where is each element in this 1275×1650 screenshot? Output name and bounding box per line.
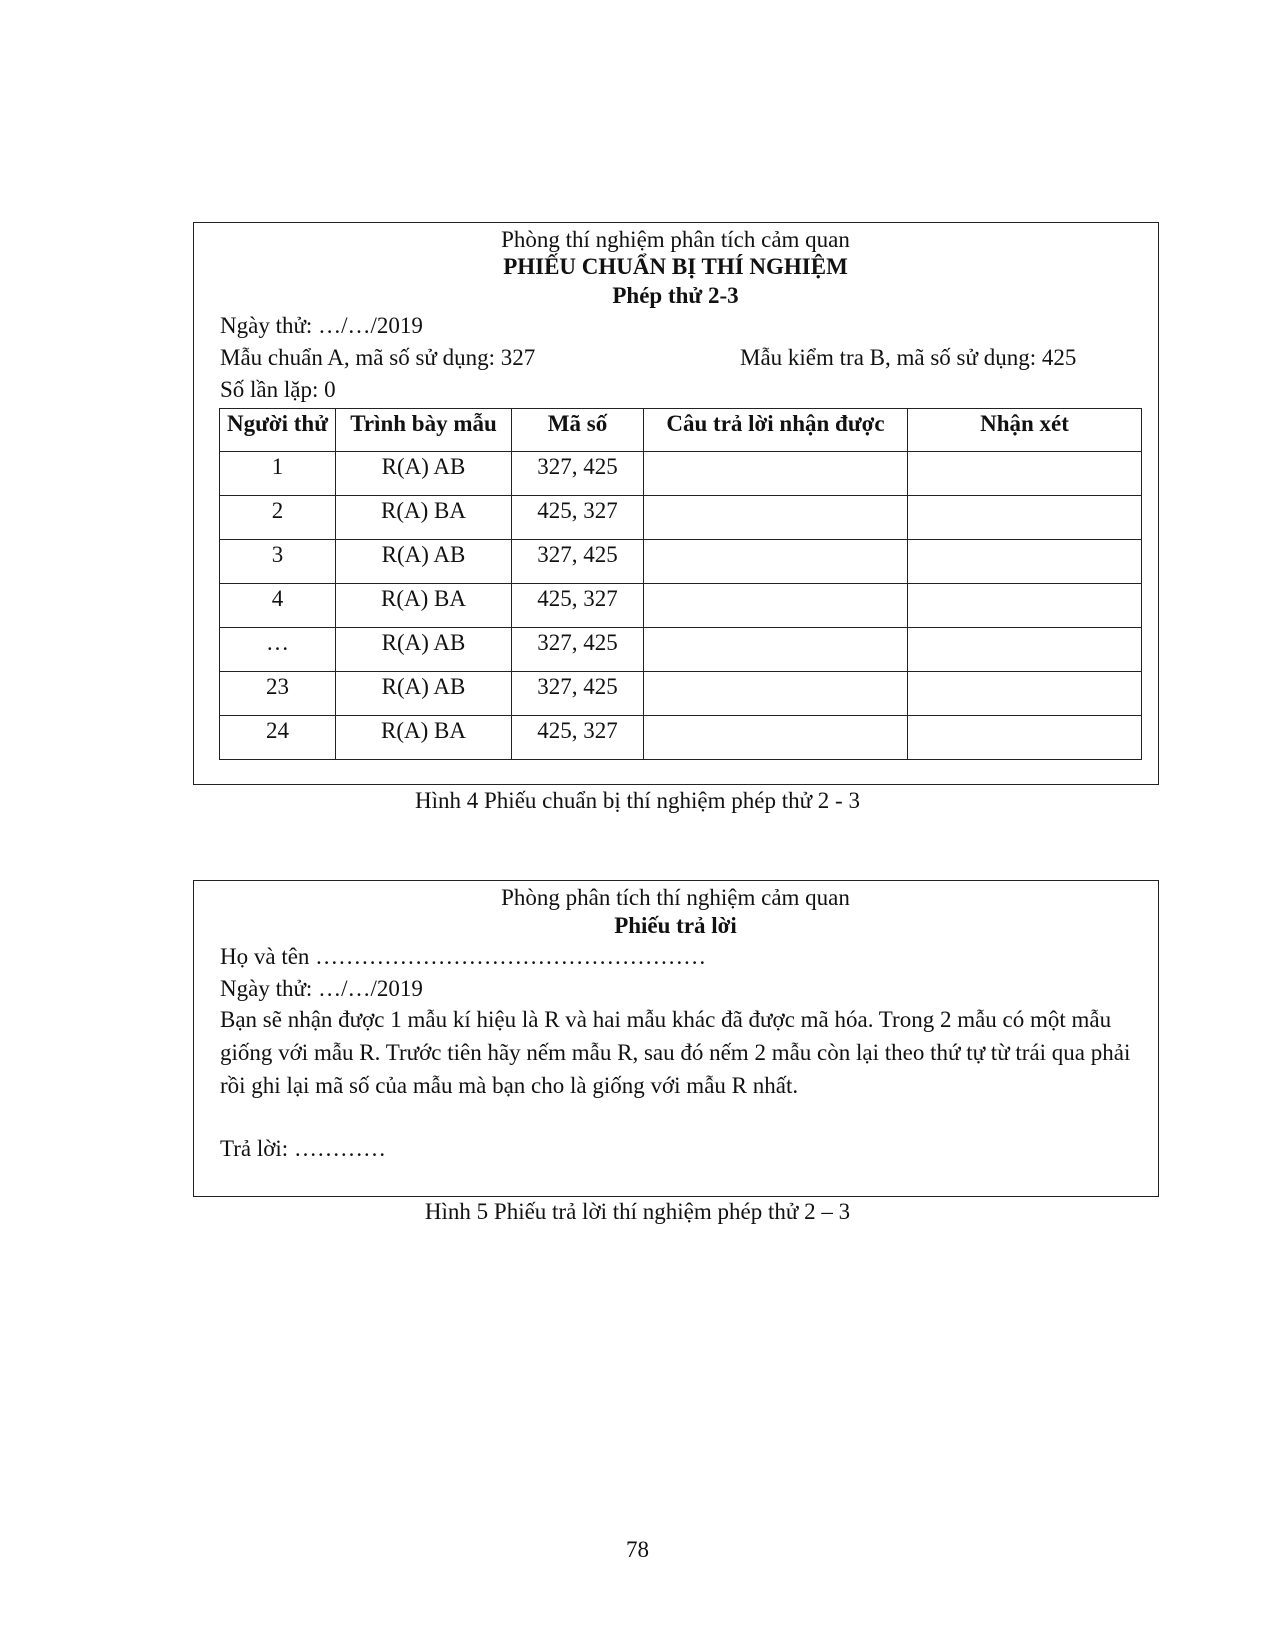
answer-field[interactable]: Trả lời: ………… — [220, 1136, 386, 1161]
form1-lab-name: Phòng thí nghiệm phân tích cảm quan — [501, 227, 850, 252]
form2-test-date: Ngày thử: …/…/2019 — [220, 976, 423, 1001]
page-number: 78 — [626, 1537, 649, 1562]
cell-remark[interactable] — [908, 452, 1142, 496]
cell-response[interactable] — [644, 496, 908, 540]
instructions-paragraph: Bạn sẽ nhận được 1 mẫu kí hiệu là R và hai mẫu khác đã được mã hóa. Trong 2 mẫu có một mẫu giống với mẫu R. Trước tiên hãy nếm mẫu R, sau đó nếm 2 mẫu còn lại theo thứ tự từ trái qua phải rồi ghi lại mã số của mẫu mà bạn cho là giống với mẫu R nhất. — [220, 1007, 1131, 1098]
form1-title: PHIẾU CHUẨN BỊ THÍ NGHIỆM — [503, 254, 848, 279]
cell-remark[interactable] — [908, 672, 1142, 716]
cell-presentation: R(A) AB — [336, 540, 512, 584]
cell-presentation: R(A) BA — [336, 716, 512, 760]
cell-remark[interactable] — [908, 628, 1142, 672]
cell-response[interactable] — [644, 672, 908, 716]
cell-code: 425, 327 — [512, 584, 644, 628]
answer-form — [193, 880, 1159, 1197]
cell-remark[interactable] — [908, 716, 1142, 760]
col-header-presentation: Trình bày mẫu — [336, 409, 512, 452]
cell-presentation: R(A) BA — [336, 584, 512, 628]
cell-taster: 1 — [220, 452, 336, 496]
table-row — [220, 452, 1142, 496]
cell-code: 425, 327 — [512, 716, 644, 760]
form2-lab-name: Phòng phân tích thí nghiệm cảm quan — [501, 885, 850, 910]
table-row — [220, 584, 1142, 628]
cell-response[interactable] — [644, 628, 908, 672]
preparation-table — [219, 408, 1142, 760]
repetition-count: Số lần lặp: 0 — [220, 377, 336, 402]
cell-remark[interactable] — [908, 584, 1142, 628]
col-header-remark: Nhận xét — [908, 409, 1142, 452]
table-row — [220, 672, 1142, 716]
table-row — [220, 496, 1142, 540]
col-header-response: Câu trả lời nhận được — [644, 409, 908, 452]
preparation-form — [193, 222, 1159, 785]
table-header-row — [220, 409, 1142, 452]
cell-remark[interactable] — [908, 540, 1142, 584]
cell-presentation: R(A) AB — [336, 672, 512, 716]
name-field[interactable]: Họ và tên …………………………………………… — [220, 944, 707, 969]
reference-sample-code: Mẫu chuẩn A, mã số sử dụng: 327 — [220, 345, 536, 370]
cell-code: 327, 425 — [512, 452, 644, 496]
col-header-code: Mã số — [512, 409, 644, 452]
cell-response[interactable] — [644, 716, 908, 760]
cell-remark[interactable] — [908, 496, 1142, 540]
cell-taster: 2 — [220, 496, 336, 540]
cell-presentation: R(A) BA — [336, 496, 512, 540]
cell-taster: 3 — [220, 540, 336, 584]
cell-taster: 4 — [220, 584, 336, 628]
cell-response[interactable] — [644, 584, 908, 628]
form1-test-date: Ngày thử: …/…/2019 — [220, 313, 423, 338]
cell-response[interactable] — [644, 452, 908, 496]
table-row — [220, 628, 1142, 672]
cell-presentation: R(A) AB — [336, 452, 512, 496]
cell-code: 327, 425 — [512, 672, 644, 716]
cell-code: 327, 425 — [512, 540, 644, 584]
figure-5-caption: Hình 5 Phiếu trả lời thí nghiệm phép thử 2 – 3 — [424, 1199, 851, 1224]
table-row — [220, 716, 1142, 760]
cell-code: 425, 327 — [512, 496, 644, 540]
cell-code: 327, 425 — [512, 628, 644, 672]
col-header-taster: Người thử — [220, 409, 336, 452]
table-row — [220, 540, 1142, 584]
cell-presentation: R(A) AB — [336, 628, 512, 672]
test-sample-code: Mẫu kiểm tra B, mã số sử dụng: 425 — [740, 345, 1077, 370]
cell-response[interactable] — [644, 540, 908, 584]
cell-taster: 23 — [220, 672, 336, 716]
form2-title: Phiếu trả lời — [614, 913, 737, 938]
figure-4-caption: Hình 4 Phiếu chuẩn bị thí nghiệm phép thử 2 - 3 — [415, 788, 860, 813]
form1-subtitle: Phép thử 2-3 — [612, 283, 739, 308]
cell-taster: … — [220, 628, 336, 672]
cell-taster: 24 — [220, 716, 336, 760]
